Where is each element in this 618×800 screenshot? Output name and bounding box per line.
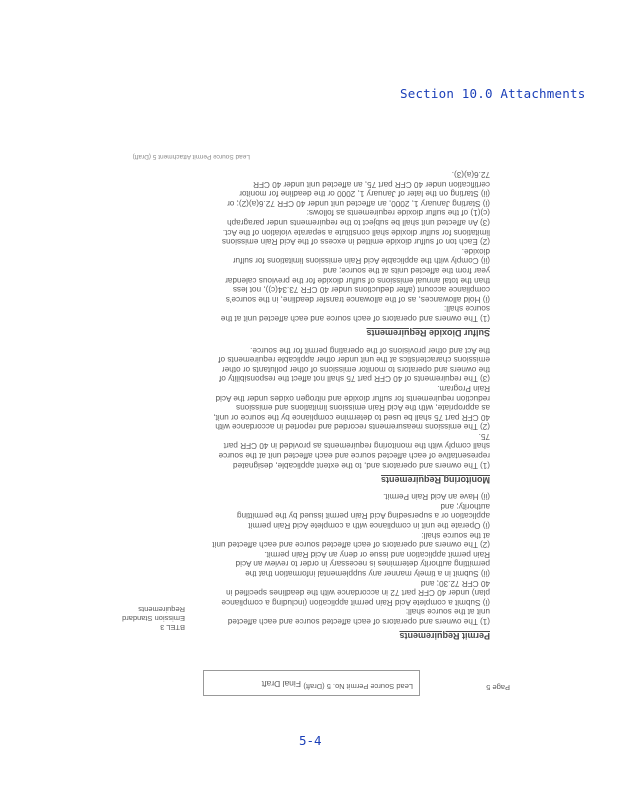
text-line: (i) Hold allowances, as of the allowance transfer deadline, in the source's bbox=[225, 294, 490, 304]
heading-permit: Permit Requirements bbox=[399, 631, 490, 641]
text-line: the Act and other provisions of the operating permit for the source. bbox=[250, 345, 490, 355]
text-line: than the total annual emissions of sulfur dioxide for the previous calendar bbox=[225, 275, 490, 285]
text-line: 40 CFR part 75 shall be used to determine compliance by the source or unit, bbox=[213, 412, 490, 422]
text-line: (ii) Have an Acid Rain Permit. bbox=[383, 492, 490, 502]
text-line: (i) Starting January 1, 2000, an affected unit under 40 CFR 72.6(a)(2); or bbox=[227, 198, 490, 208]
text-line: (2) The emissions measurements recorded and reported in accordance with bbox=[215, 422, 490, 432]
text-line: reduction requirements for sulfur dioxide and nitrogen oxides under the Acid bbox=[215, 393, 490, 403]
text-line: plan) under 40 CFR part 72 in accordance with the deadlines specified in bbox=[226, 588, 490, 598]
scanned-page bbox=[110, 135, 510, 692]
text-line: dioxide. bbox=[461, 246, 490, 256]
text-line: 75. bbox=[478, 431, 490, 441]
text-line: representative of each affected source and each affected unit at the source bbox=[218, 451, 490, 461]
permit-box bbox=[203, 670, 420, 696]
left-col-item: BTEL 3 bbox=[160, 623, 185, 632]
text-line: (3) The requirements of 40 CFR part 75 shall not affect the responsibility of bbox=[219, 374, 490, 384]
text-line: emissions characteristics at the unit under other applicable requirements of bbox=[218, 355, 490, 365]
heading-sulfur: Sulfur Dioxide Requirements bbox=[366, 327, 490, 338]
text-line: source shall: bbox=[444, 304, 490, 314]
scan-footer-note: Lead Source Permit Attachment 5 (Draft) bbox=[132, 153, 250, 160]
text-line: certification under 40 CFR part 75, an affected unit under 40 CFR bbox=[253, 179, 490, 189]
scan-content bbox=[190, 162, 490, 648]
text-line: 40 CFR 72.30; and bbox=[420, 578, 490, 588]
permit-box-right: Final Draft bbox=[261, 679, 301, 689]
permit-paragraphs bbox=[190, 492, 490, 626]
text-line: (2) Each ton of sulfur dioxide emitted in excess of the Acid Rain emissions bbox=[221, 237, 490, 247]
text-line: 72.6(a)(3). bbox=[451, 170, 490, 180]
page-number: 5-4 bbox=[299, 733, 322, 748]
text-line: authority; and bbox=[440, 501, 490, 511]
text-line: (ii) Comply with the applicable Acid Rain emissions limitations for sulfur bbox=[232, 256, 490, 266]
left-column bbox=[110, 605, 185, 632]
text-line: (1) The owners and operators of each source and each affected unit at the bbox=[220, 313, 490, 323]
monitoring-paragraphs bbox=[190, 345, 490, 470]
text-line: at the source shall: bbox=[421, 530, 490, 540]
left-col-item: Requirements bbox=[138, 605, 185, 614]
heading-monitoring: Monitoring Requirements bbox=[380, 474, 490, 485]
text-line: limitations for sulfur dioxide shall constitute a separate violation of the Act. bbox=[222, 227, 490, 237]
text-line: permitting authority determines is necessary in order to review an Acid bbox=[235, 559, 490, 569]
text-line: as appropriate, with the Acid Rain emissions limitations and emissions bbox=[236, 403, 490, 413]
text-line: Rain Program. bbox=[437, 383, 490, 393]
text-line: year from the affected units at the source; and bbox=[323, 266, 490, 275]
left-col-item: Emission Standard bbox=[122, 614, 185, 623]
text-line: (1) The owners and operators and, to the extent applicable, designated bbox=[232, 460, 490, 470]
text-line: the owners and operators to monitor emissions of other pollutants or other bbox=[221, 364, 490, 374]
text-line: (i) Submit a complete Acid Rain permit application (including a compliance bbox=[221, 597, 490, 607]
sulfur-paragraphs bbox=[190, 169, 490, 323]
text-line: compliance account (after deductions under 40 CFR 73.34(c)), not less bbox=[232, 285, 490, 295]
text-line: (c)(1) of the sulfur dioxide requirements as follows: bbox=[306, 208, 490, 218]
permit-box-left: Lead Source Permit No. 5 (Draft) bbox=[303, 682, 413, 691]
section-title: Section 10.0 Attachments bbox=[400, 86, 586, 101]
text-line: unit at the source shall: bbox=[405, 607, 490, 617]
text-line: (1) The owners and operators of each affected source and each affected bbox=[227, 617, 490, 626]
text-line: application or a superseding Acid Rain permit issued by the permitting bbox=[236, 511, 490, 521]
text-line: (i) Operate the unit in compliance with a complete Acid Rain permit bbox=[248, 521, 490, 531]
text-line: (ii) Submit in a timely manner any supplemental information that the bbox=[245, 569, 490, 579]
page-label: Page 5 bbox=[486, 683, 510, 692]
text-line: (ii) Starting on the later of January 1, 2000 or the deadline for monitor bbox=[239, 189, 490, 199]
text-line: (3) An affected unit shall be subject to the requirements under paragraph bbox=[227, 218, 490, 228]
text-line: (2) The owners and operators of each affected source and each affected unit bbox=[212, 540, 490, 550]
text-line: shall comply with the monitoring requirements as provided in 40 CFR part bbox=[223, 441, 490, 451]
text-line: Rain permit application and issue or deny an Acid Rain permit. bbox=[264, 549, 490, 559]
